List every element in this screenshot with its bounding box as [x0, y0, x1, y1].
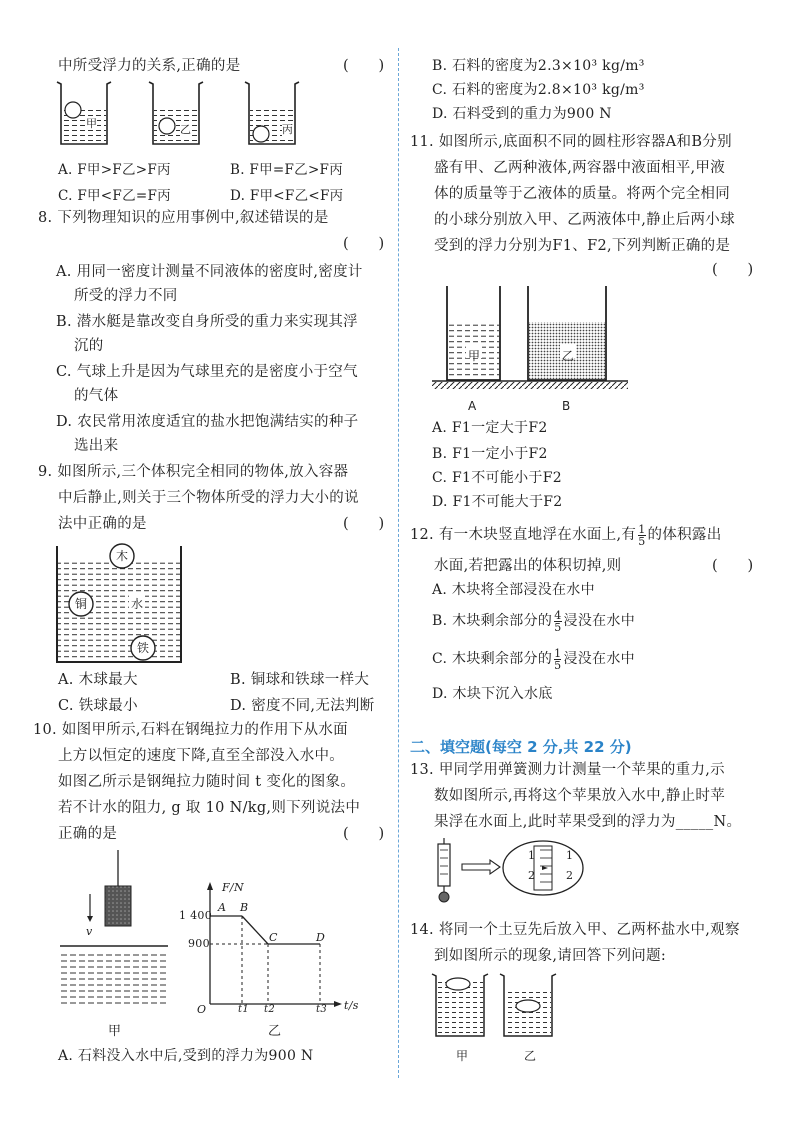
- beaker-label-jia: 甲: [86, 117, 98, 130]
- q9-label-water: 水: [131, 597, 144, 611]
- q11-label-b: B: [562, 399, 571, 413]
- section-2-heading: 二、填空题(每空 2 分,共 22 分): [410, 738, 632, 756]
- q13-spring-scale-figure: [428, 838, 588, 904]
- q8-stem: 8. 下列物理知识的应用事例中,叙述错误的是: [38, 210, 329, 226]
- q9-stem-2: 中后静止,则关于三个物体所受的浮力大小的说: [58, 490, 359, 506]
- q9-option-a: A. 木球最大: [58, 672, 138, 688]
- q11-stem-2: 盛有甲、乙两种液体,两容器中液面相平,甲液: [434, 160, 726, 176]
- q8-option-d2: 选出来: [74, 438, 119, 454]
- q11-paren: ( ): [712, 262, 754, 278]
- q7-beakers-figure: [55, 78, 305, 150]
- q12-paren: ( ): [712, 558, 754, 574]
- q11-stem-4: 的小球分别放入甲、乙两液体中,静止后两小球: [434, 212, 735, 228]
- graph-xtick-t1: t1: [238, 1004, 249, 1015]
- q14-label-yi: 乙: [524, 1049, 537, 1063]
- q7-paren: ( ): [343, 58, 385, 74]
- q9-stem-3: 法中正确的是: [58, 516, 147, 532]
- scale-mark-2-left: 2: [528, 869, 536, 882]
- q10-stem-1: 10. 如图甲所示,石料在钢绳拉力的作用下从水面: [33, 722, 348, 738]
- q12-option-b-a: B. 木块剩余部分的: [432, 613, 553, 629]
- q7-option-b: B. F甲=F乙>F丙: [230, 162, 344, 178]
- column-divider: [398, 48, 399, 1078]
- q12-option-c: [432, 646, 635, 672]
- q9-paren: ( ): [343, 516, 385, 532]
- q10-stone-figure: [60, 850, 170, 1010]
- q14-stem-2: 到如图所示的现象,请回答下列问题:: [434, 948, 667, 964]
- q12-option-c-b: 浸没在水中: [563, 651, 635, 667]
- q9-option-d: D. 密度不同,无法判断: [230, 698, 375, 714]
- q8-option-a2: 所受的浮力不同: [74, 288, 178, 304]
- q10-stem-4: 若不计水的阻力, g 取 10 N/kg,则下列说法中: [58, 800, 361, 816]
- q10-option-c: C. 石料的密度为2.8×10³ kg/m³: [432, 82, 645, 98]
- q9-option-b: B. 铜球和铁球一样大: [230, 672, 370, 688]
- q8-option-c1: C. 气球上升是因为气球里充的是密度小于空气: [56, 364, 358, 380]
- stone-block: [105, 886, 131, 926]
- q10-stem-3: 如图乙所示是钢绳拉力随时间 t 变化的图象。: [58, 774, 356, 790]
- q10-fig1-label: 甲: [108, 1024, 122, 1039]
- q12-stem-1a: 12. 有一木块竖直地浮在水面上,有: [410, 527, 637, 543]
- q10-velocity-label: v: [86, 925, 93, 938]
- q10-fig2-label: 乙: [268, 1024, 282, 1039]
- q9-label-iron: 铁: [137, 641, 150, 655]
- q11-containers-figure: [432, 284, 632, 396]
- graph-origin: O: [197, 1003, 207, 1016]
- q10-option-a: A. 石料没入水中后,受到的浮力为900 N: [58, 1048, 314, 1064]
- q11-label-a: A: [468, 399, 477, 413]
- q11-option-d: D. F1不可能大于F2: [432, 494, 563, 510]
- graph-ytick-1400: 1 400: [179, 909, 212, 922]
- q9-label-copper: 铜: [75, 597, 88, 611]
- graph-point-a: A: [218, 901, 227, 914]
- q12-stem-1: [410, 522, 722, 548]
- graph-ylabel: F/N: [222, 881, 244, 894]
- graph-xtick-t2: t2: [264, 1004, 275, 1015]
- scale-mark-2-right: 2: [566, 869, 574, 882]
- fraction-one-fifth-c: [554, 648, 561, 671]
- q8-paren: ( ): [343, 236, 385, 252]
- frac-den: 5: [638, 534, 646, 548]
- fraction-one-fifth: [638, 524, 645, 547]
- scale-mark-1-right: 1: [566, 849, 574, 862]
- graph-xtick-t3: t3: [316, 1004, 327, 1015]
- beaker-yi: [149, 82, 203, 144]
- frac-num: 1: [638, 522, 646, 536]
- q10-stem-5: 正确的是: [58, 826, 118, 842]
- q13-stem-3: 果浮在水面上,此时苹果受到的浮力为_____N。: [434, 814, 742, 830]
- frac-num: 1: [554, 646, 562, 660]
- graph-point-c: C: [269, 931, 278, 944]
- q8-option-a1: A. 用同一密度计测量不同液体的密度时,密度计: [56, 264, 363, 280]
- scale-mark-1-left: 1: [528, 849, 536, 862]
- q10-option-b: B. 石料的密度为2.3×10³ kg/m³: [432, 58, 645, 74]
- potato-yi: [516, 1000, 540, 1012]
- q11-option-a: A. F1一定大于F2: [432, 420, 548, 436]
- frac-den: 5: [554, 658, 562, 672]
- q13-stem-1: 13. 甲同学用弹簧测力计测量一个苹果的重力,示: [410, 762, 725, 778]
- q11-stem-1: 11. 如图所示,底面积不同的圆柱形容器A和B分别: [410, 134, 732, 150]
- q11-stem-5: 受到的浮力分别为F1、F2,下列判断正确的是: [434, 238, 731, 254]
- frac-den: 5: [554, 620, 562, 634]
- frac-num: 4: [554, 608, 562, 622]
- q11-label-jia: 甲: [468, 349, 481, 363]
- q11-label-yi: 乙: [562, 349, 575, 363]
- apple: [439, 892, 449, 902]
- q12-option-a: A. 木块将全部浸没在水中: [432, 582, 595, 598]
- q7-option-a: A. F甲>F乙>F丙: [58, 162, 171, 178]
- beaker-label-bing: 丙: [282, 123, 294, 136]
- q12-stem-2: 水面,若把露出的体积切掉,则: [434, 558, 622, 574]
- q12-option-b: [432, 608, 635, 634]
- q11-option-b: B. F1一定小于F2: [432, 446, 548, 462]
- q10-paren: ( ): [343, 826, 385, 842]
- q14-label-jia: 甲: [456, 1049, 469, 1063]
- q8-option-b2: 沉的: [74, 338, 104, 354]
- q11-stem-3: 体的质量等于乙液体的质量。将两个完全相同: [434, 186, 730, 202]
- q12-stem-1b: 的体积露出: [647, 527, 722, 543]
- beaker-label-yi: 乙: [180, 123, 192, 136]
- q14-potato-figure: [430, 970, 560, 1040]
- q7-option-d: D. F甲<F乙<F丙: [230, 188, 344, 204]
- q10-stem-2: 上方以恒定的速度下降,直至全部没入水中。: [58, 748, 345, 764]
- graph-point-b: B: [240, 901, 249, 914]
- q9-stem-1: 9. 如图所示,三个体积完全相同的物体,放入容器: [38, 464, 349, 480]
- q14-stem-1: 14. 将同一个土豆先后放入甲、乙两杯盐水中,观察: [410, 922, 740, 938]
- q7-option-c: C. F甲<F乙=F丙: [58, 188, 171, 204]
- q9-label-wood: 木: [116, 549, 129, 563]
- graph-xlabel: t/s: [344, 999, 359, 1012]
- q12-option-d: D. 木块下沉入水底: [432, 686, 553, 702]
- fraction-four-fifths: [554, 610, 561, 633]
- q8-option-c2: 的气体: [74, 388, 119, 404]
- q9-option-c: C. 铁球最小: [58, 698, 138, 714]
- q13-stem-2: 数如图所示,再将这个苹果放入水中,静止时苹: [434, 788, 726, 804]
- graph-ytick-900: 900: [188, 937, 210, 950]
- q11-option-c: C. F1不可能小于F2: [432, 470, 562, 486]
- q8-option-d1: D. 农民常用浓度适宜的盐水把饱满结实的种子: [56, 414, 359, 430]
- beaker-jia: [57, 82, 111, 144]
- q7-stem-cont: 中所受浮力的关系,正确的是: [58, 58, 241, 74]
- q12-option-c-a: C. 木块剩余部分的: [432, 651, 553, 667]
- potato-jia: [446, 978, 470, 990]
- q8-option-b1: B. 潜水艇是靠改变自身所受的重力来实现其浮: [56, 314, 358, 330]
- q10-option-d: D. 石料受到的重力为900 N: [432, 106, 612, 122]
- q12-option-b-b: 浸没在水中: [563, 613, 636, 629]
- graph-point-d: D: [316, 931, 326, 944]
